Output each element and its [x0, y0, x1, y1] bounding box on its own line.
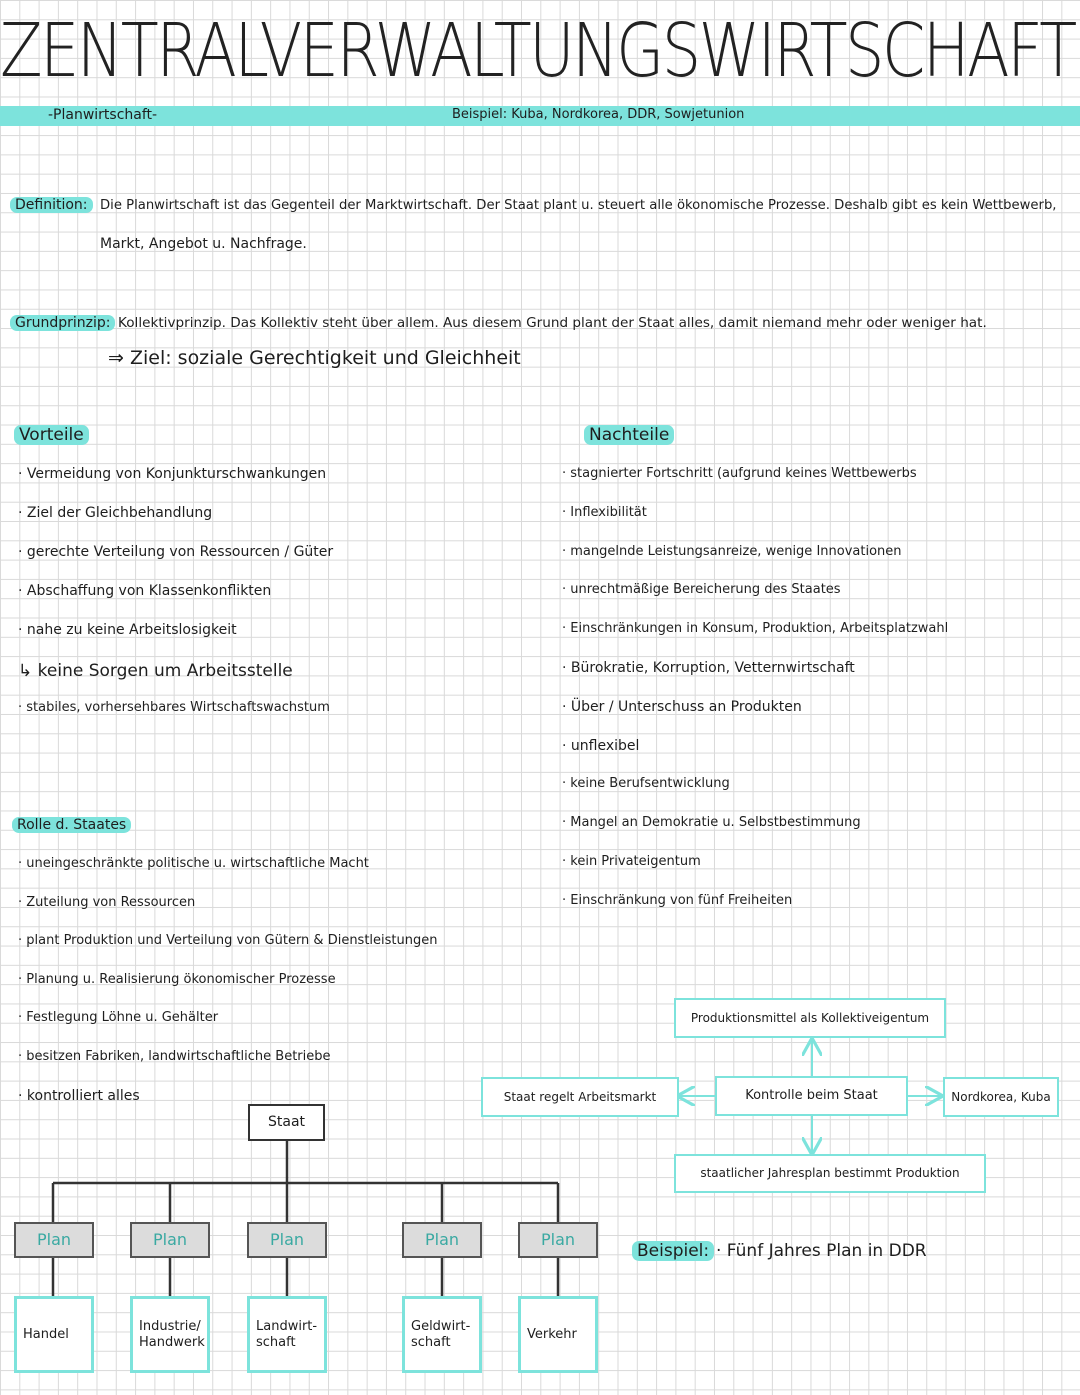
list-item: · Bürokratie, Korruption, Vetternwirtschaft: [562, 659, 855, 676]
concept-center: Kontrolle beim Staat: [715, 1076, 908, 1116]
concept-top: Produktionsmittel als Kollektiveigentum: [674, 998, 946, 1038]
tree-connectors: [53, 1141, 558, 1296]
list-item: · Zuteilung von Ressourcen: [18, 894, 196, 910]
tree-plan-box: Plan: [14, 1222, 94, 1258]
list-item: · Mangel an Demokratie u. Selbstbestimmung: [562, 815, 861, 831]
tree-plan-box: Plan: [518, 1222, 598, 1258]
list-item: · stagnierter Fortschritt (aufgrund keines Wettbewerbs: [562, 466, 917, 481]
grundprinzip-label: Grundprinzip:: [10, 315, 115, 331]
list-item: · Inflexibilität: [562, 504, 647, 520]
tree-root-staat: Staat: [248, 1104, 325, 1141]
goal-text: ⇒ Ziel: soziale Gerechtigkeit und Gleichheit: [108, 347, 521, 369]
list-item: · Einschränkungen in Konsum, Produktion, Arbeitsplatzwahl: [562, 621, 949, 637]
list-item: · Einschränkung von fünf Freiheiten: [562, 892, 793, 908]
beispiel-text: · Fünf Jahres Plan in DDR: [716, 1241, 927, 1261]
list-item: · Planung u. Realisierung ökonomischer Prozesse: [18, 971, 336, 987]
list-item: · unflexibel: [562, 737, 640, 754]
vorteile-heading: Vorteile: [14, 425, 89, 445]
tree-leaf-landwirtschaft: Landwirt-schaft: [247, 1296, 327, 1373]
beispiel-label: Beispiel:: [632, 1241, 714, 1261]
subtitle: -Planwirtschaft-: [48, 107, 158, 123]
tree-plan-box: Plan: [130, 1222, 210, 1258]
concept-bottom: staatlicher Jahresplan bestimmt Produktion: [674, 1154, 986, 1193]
nachteile-heading: Nachteile: [584, 425, 674, 445]
concept-right: Nordkorea, Kuba: [943, 1077, 1059, 1117]
list-item: · mangelnde Leistungsanreize, wenige Innovationen: [562, 543, 902, 559]
list-item: · uneingeschränkte politische u. wirtschaftliche Macht: [18, 856, 369, 871]
list-item: · gerechte Verteilung von Ressourcen / Güter: [18, 544, 334, 560]
definition-line-1: Die Planwirtschaft ist das Gegenteil der Marktwirtschaft. Der Staat plant u. steuert alle ökonomische Prozesse. Deshalb gibt es kein Wettbewerb,: [100, 198, 1057, 213]
list-item: · besitzen Fabriken, landwirtschaftliche Betriebe: [18, 1048, 331, 1064]
concept-left: Staat regelt Arbeitsmarkt: [481, 1077, 679, 1117]
tree-plan-box: Plan: [402, 1222, 482, 1258]
list-item: · nahe zu keine Arbeitslosigkeit: [18, 622, 237, 638]
list-item: · plant Produktion und Verteilung von Gütern & Dienstleistungen: [18, 933, 438, 949]
list-item: · Abschaffung von Klassenkonflikten: [18, 583, 272, 599]
list-item: · kontrolliert alles: [18, 1087, 140, 1104]
list-item: · unrechtmäßige Bereicherung des Staates: [562, 582, 841, 598]
definition-label: Definition:: [10, 197, 93, 213]
grundprinzip-text: Kollektivprinzip. Das Kollektiv steht über allem. Aus diesem Grund plant der Staat alles, damit niemand mehr oder weniger hat.: [118, 315, 987, 331]
definition-line-2: Markt, Angebot u. Nachfrage.: [100, 236, 307, 252]
list-item: · kein Privateigentum: [562, 853, 701, 869]
list-item: · keine Berufsentwicklung: [562, 776, 730, 792]
list-item: · Über / Unterschuss an Produkten: [562, 698, 802, 715]
list-item: · Festlegung Löhne u. Gehälter: [18, 1010, 219, 1026]
rolle-heading: Rolle d. Staates: [12, 817, 131, 833]
page-title: ZENTRALVERWALTUNGSWIRTSCHAFT: [0, 8, 1075, 94]
tree-leaf-geldwirtschaft: Geldwirt-schaft: [402, 1296, 482, 1373]
examples-header: Beispiel: Kuba, Nordkorea, DDR, Sowjetunion: [452, 107, 745, 122]
list-item: · Vermeidung von Konjunkturschwankungen: [18, 466, 327, 482]
tree-leaf-verkehr: Verkehr: [518, 1296, 598, 1373]
tree-plan-box: Plan: [247, 1222, 327, 1258]
list-item: ↳ keine Sorgen um Arbeitsstelle: [18, 661, 293, 681]
tree-leaf-industrie: Industrie/ Handwerk: [130, 1296, 210, 1373]
tree-leaf-handel: Handel: [14, 1296, 94, 1373]
list-item: · stabiles, vorhersehbares Wirtschaftswachstum: [18, 700, 330, 715]
list-item: · Ziel der Gleichbehandlung: [18, 505, 213, 521]
